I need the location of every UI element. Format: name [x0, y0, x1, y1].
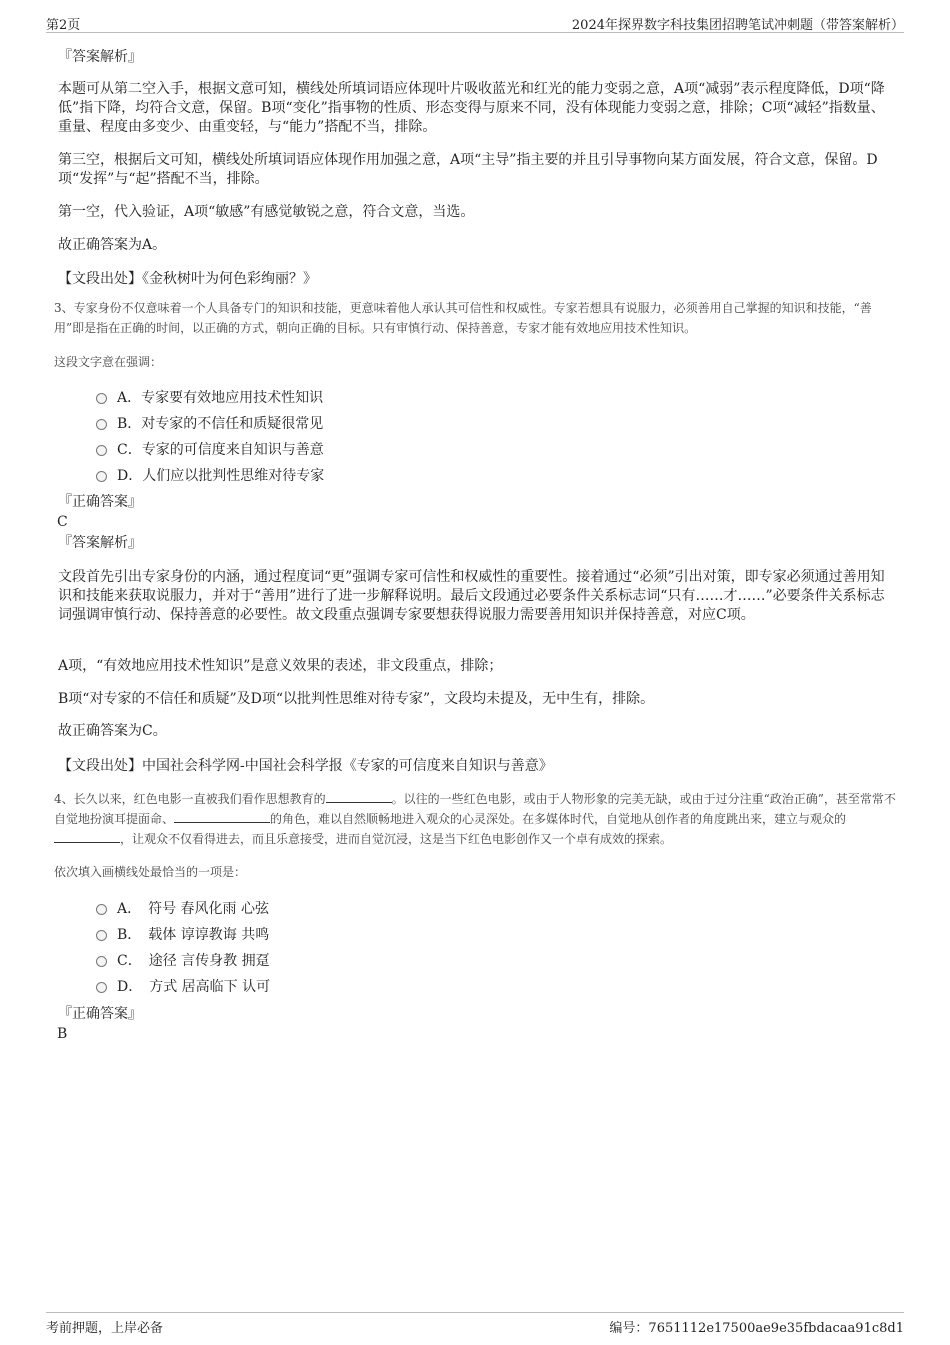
source-citation: 【文段出处】《金秋树叶为何色彩绚丽？》: [58, 271, 317, 287]
analysis-paragraph: 本题可从第二空入手，根据文意可知，横线处所填词语应体现叶片吸收蓝光和红光的能力变弱之意，A项“减弱”表示程度降低，D项“降低”指下降，均符合文意，保留。B项“变化”指事物的性质、形态变得与原来不同，没有体现能力变弱之意，排除；C项“减轻”指数量、重量、程度由多变少、由重变轻，与“能力”搭配不当，排除。: [58, 81, 885, 135]
footer-slogan: 考前押题，上岸必备: [46, 1321, 164, 1336]
analysis-paragraph: A项，“有效地应用技术性知识”是意义效果的表述，非文段重点，排除；: [58, 658, 503, 674]
document-title: 2024年探界数字科技集团招聘笔试冲刺题（带答案解析）: [571, 18, 904, 33]
stem-text: 的角色，难以自然顺畅地进入观众的心灵深处。在多媒体时代，自觉地从创作者的角度跳出来，建立与观众的: [270, 812, 847, 826]
radio-button[interactable]: [96, 445, 107, 456]
question-stem: [54, 789, 896, 849]
source-citation: 【文段出处】中国社会科学网-中国社会科学报《专家的可信度来自知识与善意》: [58, 758, 553, 774]
option-a[interactable]: [96, 389, 323, 408]
analysis-heading: 『答案解析』: [58, 49, 142, 65]
analysis-conclusion: 故正确答案为C。: [58, 723, 167, 739]
analysis-heading: 『答案解析』: [58, 535, 142, 551]
correct-answer-heading: 『正确答案』: [58, 1006, 142, 1022]
radio-button[interactable]: [96, 393, 107, 404]
option-label: D． 方式 居高临下 认可: [117, 979, 271, 995]
option-d[interactable]: [96, 978, 270, 997]
stem-text: 。以往的一些红色电影，或由于人物形象的完美无缺，或由于过分注重“政治正确”，甚至常常不自觉地扮演耳提面命、: [54, 792, 896, 826]
question-prompt: 这段文字意在强调：: [54, 355, 163, 369]
option-label: B． 载体 谆谆教诲 共鸣: [117, 927, 270, 943]
fill-blank: [54, 830, 120, 843]
correct-answer-heading: 『正确答案』: [58, 494, 142, 510]
option-a[interactable]: [96, 900, 269, 919]
option-b[interactable]: [96, 926, 269, 945]
page-footer: [46, 1312, 904, 1337]
option-label: C． 途径 言传身教 拥趸: [117, 953, 270, 969]
radio-button[interactable]: [96, 419, 107, 430]
stem-text: ，让观众不仅看得进去，而且乐意接受，进而自觉沉浸，这是当下红色电影创作又一个卓有成效的探索。: [120, 832, 673, 846]
option-label: A．专家要有效地应用技术性知识: [117, 390, 324, 406]
radio-button[interactable]: [96, 930, 107, 941]
fill-blank: [174, 810, 270, 823]
option-label: A． 符号 春风化雨 心弦: [117, 901, 270, 917]
option-label: D．人们应以批判性思维对待专家: [117, 468, 325, 484]
page-header: [46, 12, 904, 33]
document-id: 编号：7651112e17500ae9e35fbdacaa91c8d1: [609, 1321, 904, 1336]
stem-text: 4、长久以来，红色电影一直被我们看作思想教育的: [54, 792, 326, 806]
analysis-conclusion: 故正确答案为A。: [58, 237, 167, 253]
radio-button[interactable]: [96, 904, 107, 915]
option-label: C．专家的可信度来自知识与善意: [117, 442, 324, 458]
option-label: B．对专家的不信任和质疑很常见: [117, 416, 324, 432]
option-c[interactable]: [96, 441, 324, 460]
correct-answer: C: [57, 514, 68, 530]
option-d[interactable]: [96, 467, 324, 486]
analysis-paragraph: 第一空，代入验证，A项“敏感”有感觉敏锐之意，符合文意，当选。: [58, 204, 475, 220]
correct-answer: B: [57, 1026, 68, 1042]
analysis-paragraph: B项“对专家的不信任和质疑”及D项“以批判性思维对待专家”，文段均未提及，无中生有，排除。: [58, 691, 655, 707]
analysis-paragraph: 第三空，根据后文可知，横线处所填词语应体现作用加强之意，A项“主导”指主要的并且引导事物向某方面发展，符合文意，保留。D项“发挥”与“起”搭配不当，排除。: [58, 152, 878, 187]
question-prompt: 依次填入画横线处最恰当的一项是：: [54, 865, 247, 879]
radio-button[interactable]: [96, 982, 107, 993]
analysis-paragraph: 文段首先引出专家身份的内涵，通过程度词“更”强调专家可信性和权威性的重要性。接着通过“必须”引出对策，即专家必须通过善用知识和技能来获取说服力，并对于“善用”进行了进一步解释说明。最后文段通过必要条件关系标志词“只有……才……”必要条件关系标志词强调审慎行动、保持善意的必要性。故文段重点强调专家要想获得说服力需要善用知识并保持善意，对应C项。: [58, 569, 885, 623]
radio-button[interactable]: [96, 471, 107, 482]
option-b[interactable]: [96, 415, 323, 434]
question-stem: 3、专家身份不仅意味着一个人具备专门的知识和技能，更意味着他人承认其可信性和权威性。专家若想具有说服力，必须善用自己掌握的知识和技能，“善用”即是指在正确的时间，以正确的方式，朝向正确的目标。只有审慎行动、保持善意，专家才能有效地应用技术性知识。: [54, 301, 872, 335]
fill-blank: [326, 790, 392, 803]
radio-button[interactable]: [96, 956, 107, 967]
page-number: 第2页: [46, 18, 81, 33]
option-c[interactable]: [96, 952, 270, 971]
